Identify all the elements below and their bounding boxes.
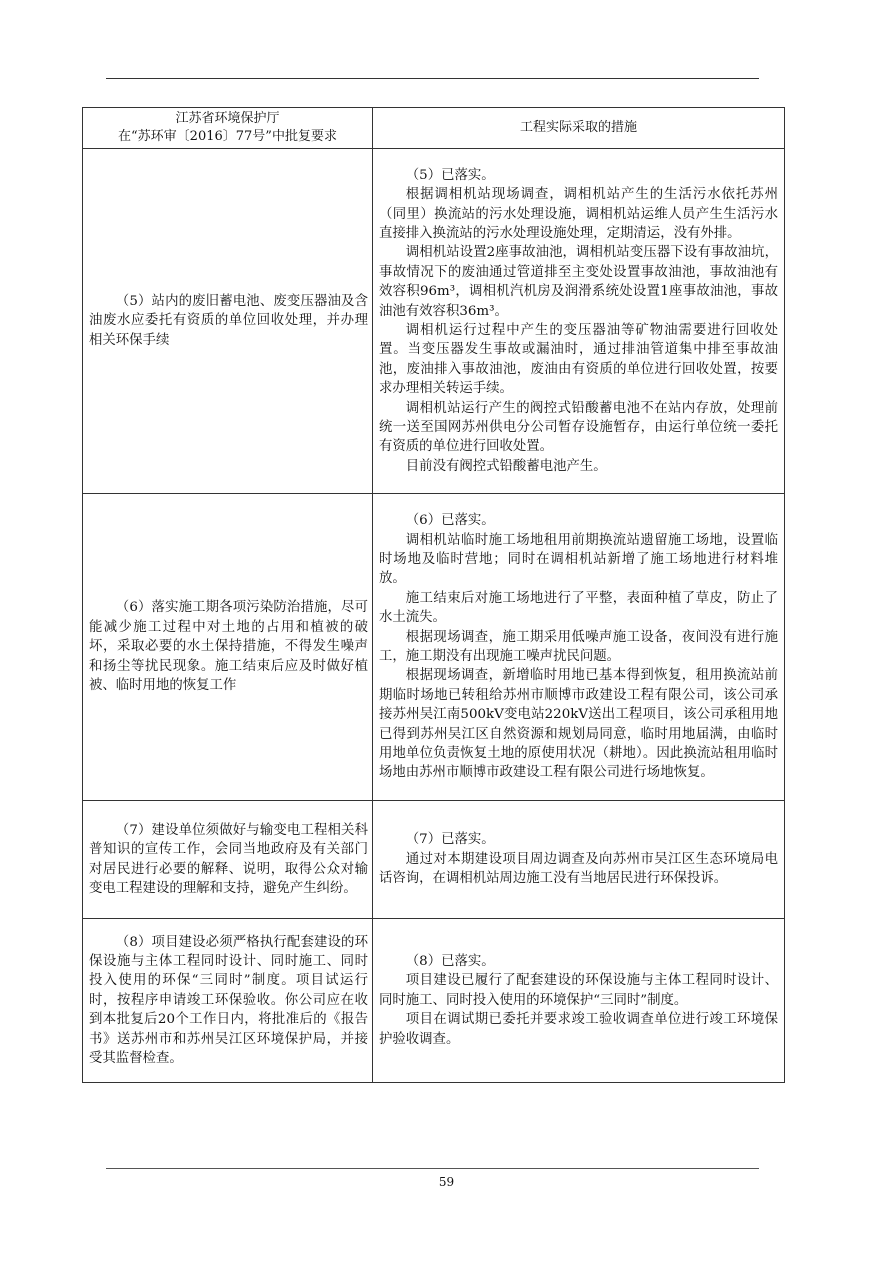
requirement-text: （8）项目建设必须严格执行配套建设的环保设施与主体工程同时设计、同时施工、同时投入使用的环保“三同时”制度。项目试运行时，按程序申请竣工环保验收。你公司应在收到本批复后20个工作日内，将批准后的《报告书》送苏州市和苏州吴江区环境保护局，并接受其监督检查。 xyxy=(89,934,368,1067)
requirement-cell xyxy=(83,494,373,801)
measure-paragraph: 通过对本期建设项目周边调查及向苏州市吴江区生态环境局电话咨询，在调相机站周边施工没有当地居民进行环保投诉。 xyxy=(379,851,778,887)
measure-paragraph: 项目建设已履行了配套建设的环保设施与主体工程同时设计、同时施工、同时投入使用的环境保护“三同时”制度。 xyxy=(379,973,778,1008)
measure-paragraph: 根据现场调查，施工期采用低噪声施工设备，夜间没有进行施工，施工期没有出现施工噪声扰民问题。 xyxy=(379,629,778,664)
table-row xyxy=(83,149,785,494)
measure-paragraph: 根据调相机站现场调查，调相机站产生的生活污水依托苏州（同里）换流站的污水处理设施，调相机站运维人员产生生活污水直接排入换流站的污水处理设施处理，定期清运，没有外排。 xyxy=(379,187,778,241)
table-header-row xyxy=(83,108,785,149)
table-row xyxy=(83,919,785,1083)
status-text: （6）已落实。 xyxy=(405,513,495,529)
measure-cell xyxy=(373,494,785,801)
measure-paragraph: 项目在调试期已委托并要求竣工验收调查单位进行竣工环境保护验收调查。 xyxy=(379,1012,778,1047)
measure-paragraph: 调相机站设置2座事故油池，调相机站变压器下设有事故油坑，事故情况下的废油通过管道排至主变处设置事故油池，事故油池有效容积96m³，调相机汽机房及润滑系统处设置1座事故油池，事故油池有效容积36m³。 xyxy=(379,245,778,319)
status-text: （7）已落实。 xyxy=(405,832,495,848)
status-text: （8）已落实。 xyxy=(405,953,495,969)
header-rule xyxy=(106,78,759,79)
table-row xyxy=(83,801,785,919)
status-text: （5）已落实。 xyxy=(405,167,495,183)
header-measures: 工程实际采取的措施 xyxy=(373,108,785,149)
measure-paragraph: 目前没有阀控式铅酸蓄电池产生。 xyxy=(405,458,607,474)
requirement-cell xyxy=(83,149,373,494)
measure-cell xyxy=(373,919,785,1083)
header-requirements-line1: 江苏省环境保护厅 xyxy=(175,111,280,126)
measure-paragraph: 施工结束后对施工场地进行了平整，表面种植了草皮，防止了水土流失。 xyxy=(379,590,778,626)
header-requirements xyxy=(83,108,373,149)
footer-rule xyxy=(106,1168,759,1169)
requirement-text: （7）建设单位须做好与输变电工程相关科普知识的宣传工作，会同当地政府及有关部门对居民进行必要的解释、说明，取得公众对输变电工程建设的理解和支持，避免产生纠纷。 xyxy=(89,822,368,896)
measure-cell xyxy=(373,149,785,494)
requirement-text: （6）落实施工期各项污染防治措施，尽可能减少施工过程中对土地的占用和植被的破坏，采取必要的水土保持措施，不得发生噪声和扬尘等扰民现象。施工结束后应及时做好植被、临时用地的恢复工作 xyxy=(89,600,368,694)
requirement-cell xyxy=(83,801,373,919)
table-row xyxy=(83,494,785,801)
measure-paragraph: 根据现场调查，新增临时用地已基本得到恢复，租用换流站前期临时场地已转租给苏州市顺博市政建设工程有限公司，该公司承接苏州吴江南500kV变电站220kV送出工程项目，该公司承租用地已得到苏州吴江区自然资源和规划局同意，临时用地届满，由临时用地单位负责恢复土地的原使用状况（耕地）。因此换流站租用临时场地由苏州市顺博市政建设工程有限公司进行场地恢复。 xyxy=(379,668,778,781)
header-requirements-line2: 在“苏环审〔2016〕77号”中批复要求 xyxy=(118,129,337,144)
requirements-table xyxy=(82,107,785,1083)
requirement-cell xyxy=(83,919,373,1083)
measure-cell xyxy=(373,801,785,919)
measure-paragraph: 调相机运行过程中产生的变压器油等矿物油需要进行回收处置。当变压器发生事故或漏油时，通过排油管道集中排至事故油池，废油排入事故油池，废油由有资质的单位进行回收处置，按要求办理相关转运手续。 xyxy=(379,323,778,397)
requirement-text: （5）站内的废旧蓄电池、废变压器油及含油废水应委托有资质的单位回收处理，并办理相关环保手续 xyxy=(89,293,368,348)
measure-paragraph: 调相机站临时施工场地租用前期换流站遗留施工场地，设置临时场地及临时营地；同时在调相机站新增了施工场地进行材料堆放。 xyxy=(379,532,778,587)
measure-paragraph: 调相机站运行产生的阀控式铅酸蓄电池不在站内存放，处理前统一送至国网苏州供电分公司暂存设施暂存，由运行单位统一委托有资质的单位进行回收处置。 xyxy=(379,400,778,455)
page-number: 59 xyxy=(438,1175,455,1189)
